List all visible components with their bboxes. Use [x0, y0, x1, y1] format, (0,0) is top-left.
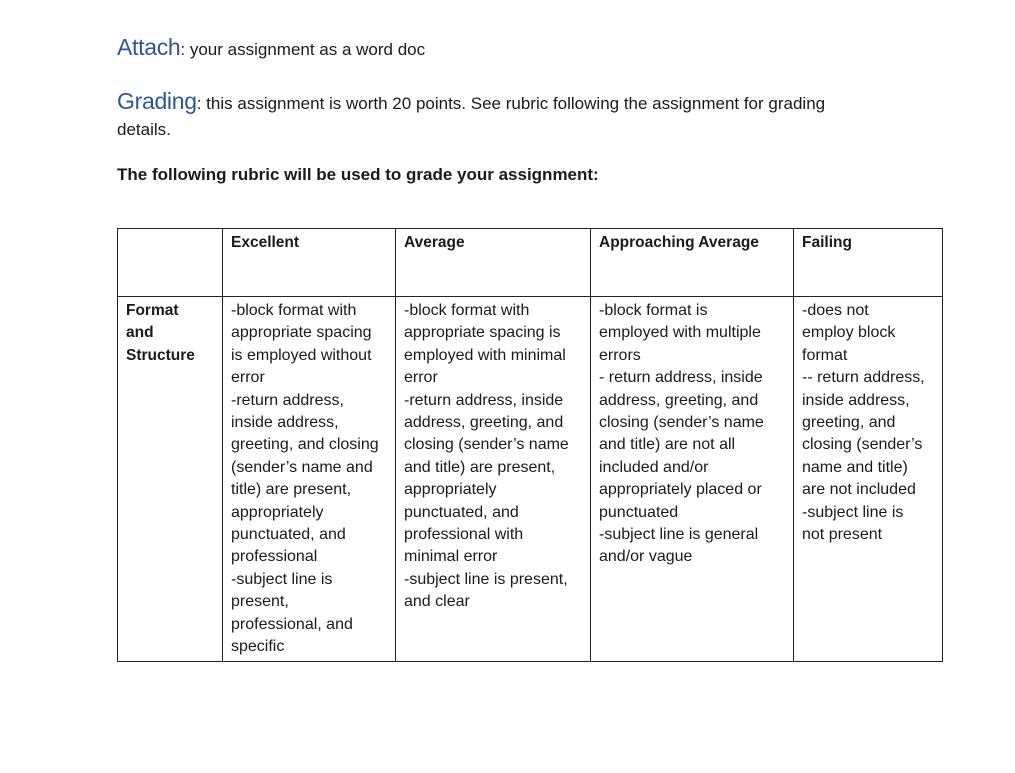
grading-heading: Grading — [117, 88, 197, 114]
rubric-intro: The following rubric will be used to grade your assignment: — [117, 165, 599, 184]
cell-text-line: included and/or — [599, 458, 709, 476]
cell-approaching-average — [591, 297, 794, 662]
cell-text-line: punctuated, and — [231, 526, 346, 544]
cell-text-line: -subject line is present, — [404, 570, 568, 588]
cell-text-line: and clear — [404, 593, 470, 611]
cell-text-line: closing (sender’s — [802, 436, 923, 454]
cell-text-line: appropriately — [231, 503, 324, 521]
cell-text-line: format — [802, 346, 848, 364]
cell-text-line: -return address, inside — [404, 391, 564, 409]
cell-text-line: inside address, — [231, 414, 339, 432]
cell-text-line: appropriate spacing is — [404, 324, 561, 342]
attach-text: : your assignment as a word doc — [180, 40, 426, 59]
cell-text-line: -block format with — [404, 302, 530, 319]
cell-text-line: -subject line is — [231, 570, 333, 588]
rubric-header-blank — [118, 229, 223, 297]
rubric-header-excellent: Excellent — [223, 229, 396, 297]
cell-text-line: not present — [802, 526, 883, 544]
rubric-header-approaching-average: Approaching Average — [591, 229, 794, 297]
cell-text-line: - return address, inside — [599, 369, 763, 387]
cell-text-line: address, greeting, and — [599, 391, 759, 409]
row-label-format-structure — [118, 297, 223, 662]
rubric-table — [117, 228, 943, 662]
cell-text-line: punctuated — [599, 503, 679, 521]
cell-text-line: -block format is — [599, 302, 708, 319]
cell-text-line: professional, and — [231, 615, 353, 633]
cell-text-line: employ block — [802, 324, 896, 342]
cell-text-line: error — [231, 369, 265, 387]
cell-text-line: Structure — [126, 346, 195, 364]
grading-text-continuation: details. — [117, 120, 171, 139]
cell-text-line: title) are present, — [231, 481, 352, 499]
cell-text-line: inside address, — [802, 391, 910, 409]
cell-text-line: name and title) — [802, 458, 908, 476]
cell-text-line: and title) are present, — [404, 458, 556, 476]
cell-text-line: -subject line is general — [599, 526, 759, 544]
cell-text-line: greeting, and closing — [231, 436, 379, 454]
cell-text-line: errors — [599, 346, 641, 364]
cell-excellent — [223, 297, 396, 662]
cell-text-line: minimal error — [404, 548, 498, 566]
attach-paragraph — [117, 34, 425, 63]
cell-text-line: specific — [231, 638, 285, 656]
cell-text-line: punctuated, and — [404, 503, 519, 521]
cell-text-line: address, greeting, and — [404, 414, 564, 432]
cell-text-line: present, — [231, 593, 289, 611]
cell-text-line: (sender’s name and — [231, 458, 373, 476]
rubric-header-row — [118, 229, 943, 297]
cell-text-line: closing (sender’s name — [404, 436, 569, 454]
cell-text-line: and title) are not all — [599, 436, 736, 454]
cell-average — [396, 297, 591, 662]
cell-text-line: professional with — [404, 526, 524, 544]
cell-text-line: closing (sender’s name — [599, 414, 764, 432]
cell-text-line: -return address, — [231, 391, 344, 409]
cell-text-line: error — [404, 369, 438, 387]
rubric-header-average: Average — [396, 229, 591, 297]
cell-failing — [794, 297, 943, 662]
cell-text-line: is employed without — [231, 346, 372, 364]
cell-text-line: appropriately placed or — [599, 481, 762, 499]
cell-text-line: appropriately — [404, 481, 497, 499]
attach-heading: Attach — [117, 34, 181, 60]
cell-text-line: -does not — [802, 302, 869, 319]
cell-text-line: greeting, and — [802, 414, 896, 432]
grading-paragraph — [117, 88, 897, 117]
cell-text-line: -- return address, — [802, 369, 925, 387]
cell-text-line: professional — [231, 548, 318, 566]
cell-text-line: and — [126, 324, 154, 342]
cell-text-line: and/or vague — [599, 548, 693, 566]
cell-text-line: Format — [126, 302, 179, 319]
cell-text-line: employed with multiple — [599, 324, 761, 342]
cell-text-line: -block format with — [231, 302, 357, 319]
grading-text: : this assignment is worth 20 points. See rubric following the assignment for grading — [196, 94, 826, 113]
cell-text-line: appropriate spacing — [231, 324, 372, 342]
cell-text-line: are not included — [802, 481, 916, 499]
cell-text-line: -subject line is — [802, 503, 904, 521]
rubric-header-failing: Failing — [794, 229, 943, 297]
cell-text-line: employed with minimal — [404, 346, 566, 364]
rubric-row-format-structure — [118, 297, 943, 662]
